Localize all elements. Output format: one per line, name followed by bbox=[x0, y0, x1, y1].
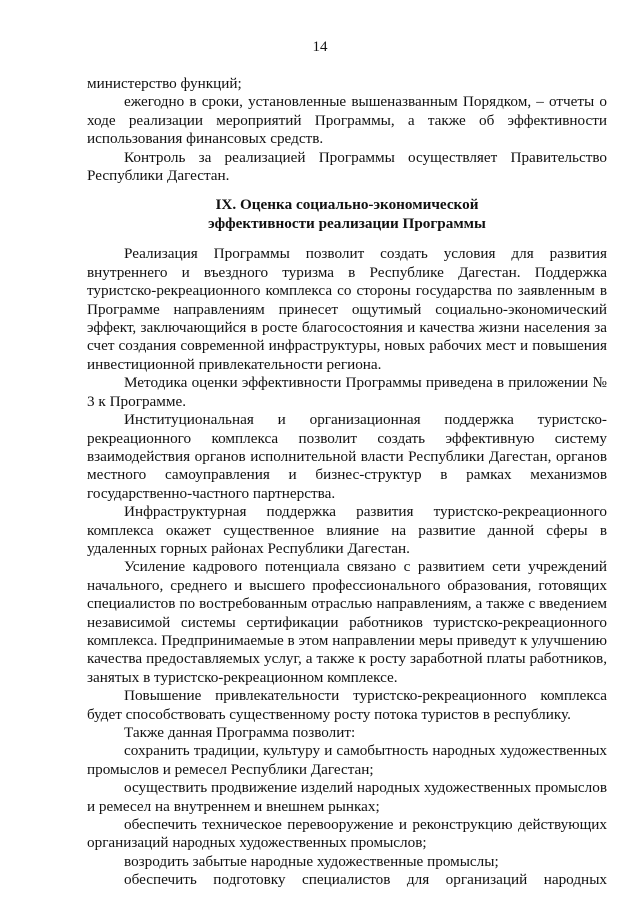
paragraph: ежегодно в сроки, установленные вышеназванным Порядком, – отчеты о ходе реализации мероприятий Программы, а также об эффективности использования финансовых средств. bbox=[87, 93, 607, 148]
list-item: обеспечить техническое перевооружение и реконструкцию действующих организаций народных художественных промыслов; bbox=[87, 816, 607, 852]
paragraph: Методика оценки эффективности Программы приведена в приложении № 3 к Программе. bbox=[87, 374, 607, 410]
list-item: осуществить продвижение изделий народных художественных промыслов и ремесел на внутреннем и внешнем рынках; bbox=[87, 779, 607, 815]
list-item: возродить забытые народные художественные промыслы; bbox=[124, 852, 499, 870]
paragraph: Инфраструктурная поддержка развития туристско-рекреационного комплекса окажет существенное влияние на развитие данной сферы в удаленных горных районах Республики Дагестан. bbox=[87, 503, 607, 557]
document-body bbox=[87, 75, 607, 890]
section-heading-line: IX. Оценка социально-экономической bbox=[215, 196, 479, 214]
paragraph: Институциональная и организационная поддержка туристско-рекреационного комплекса позволит создать эффективную систему взаимодействия органов исполнительной власти Республики Дагестан, органов местного самоуправления и бизнес-структур в рамках механизмов государственно-частного партнерства. bbox=[87, 411, 607, 502]
section-heading bbox=[87, 195, 607, 233]
list-item: сохранить традиции, культуру и самобытность народных художественных промыслов и ремесел Республики Дагестан; bbox=[87, 742, 607, 778]
paragraph: Также данная Программа позволит: bbox=[124, 724, 356, 741]
list-item: обеспечить подготовку специалистов для организаций народных bbox=[124, 871, 607, 889]
paragraph-continuation: министерство функций; bbox=[87, 75, 242, 92]
paragraph: Усиление кадрового потенциала связано с развитием сети учреждений начального, среднего и высшего профессионального образования, готовящих специалистов по востребованным отраслью направлениям, а также с введением независимой системы сертификации работников туристско-рекреационного комплекса. Предпринимаемые в этом направлении меры приведут к улучшению качества предоставляемых услуг, а также к росту заработной платы работников, занятых в туристско-рекреационном комплексе. bbox=[87, 558, 607, 686]
section-heading-line: эффективности реализации Программы bbox=[208, 215, 486, 233]
paragraph: Повышение привлекательности туристско-рекреационного комплекса будет способствовать существенному росту потока туристов в республику. bbox=[87, 687, 607, 723]
page-number: 14 bbox=[312, 39, 328, 55]
paragraph: Реализация Программы позволит создать условия для развития внутреннего и въездного туризма в Республике Дагестан. Поддержка туристско-рекреационного комплекса со стороны государства по заявленным в Программе направлениям принесет ощутимый социально-экономический эффект, заключающийся в росте благосостояния и качества жизни населения за счет создания современной инфраструктуры, новых рабочих мест и повышения инвестиционной привлекательности региона. bbox=[87, 245, 607, 373]
paragraph: Контроль за реализацией Программы осуществляет Правительство Республики Дагестан. bbox=[87, 148, 607, 185]
